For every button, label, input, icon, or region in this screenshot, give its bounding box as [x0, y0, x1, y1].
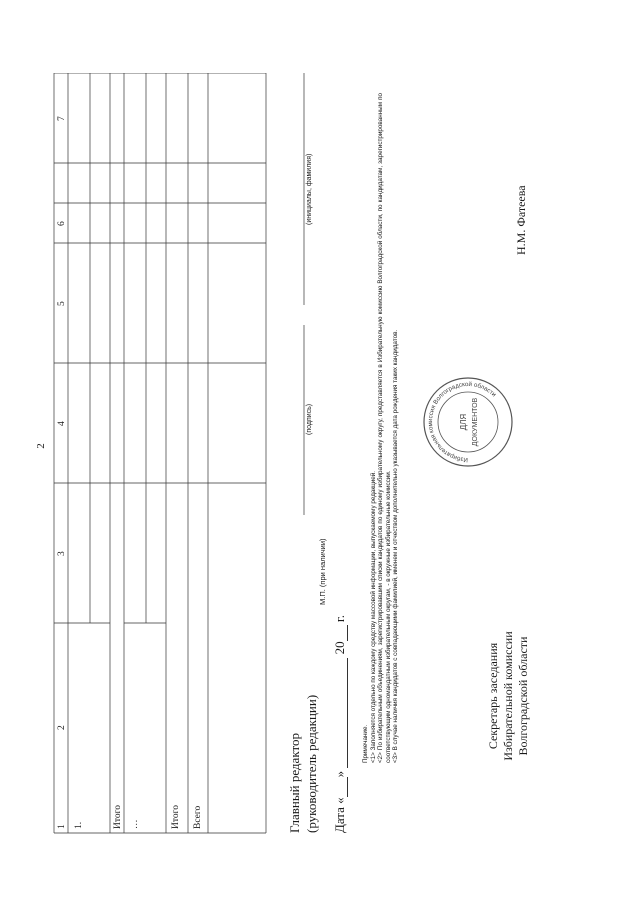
stamp-ring-text-path: Избирательная комиссия Волгоградской области [426, 380, 498, 464]
column-header-7: 7 [57, 116, 67, 121]
date-month-blank [335, 658, 348, 768]
seal-place-caption: М.П. (при наличии) [318, 538, 327, 605]
row-label-subtotal: Итого [113, 804, 123, 829]
column-header-6: 6 [57, 221, 67, 226]
date-field [332, 615, 348, 833]
round-stamp [422, 376, 514, 468]
date-year-suffix: г. [332, 614, 347, 623]
stamp-outer-ring [424, 378, 512, 466]
date-open-quote: « [332, 797, 347, 804]
chief-editor-title: Главный редактор [287, 733, 302, 833]
date-year-blank [335, 625, 348, 641]
stamp-inner-ring [438, 392, 498, 452]
date-close-quote: » [332, 770, 347, 778]
chief-editor-subtitle: (руководитель редакции) [304, 694, 319, 833]
name-caption: (инициалы, фамилия) [306, 153, 313, 225]
signature-lines [38, 73, 338, 853]
secretary-organization: Избирательной комиссии [501, 631, 515, 761]
row-label-first: 1. [74, 821, 84, 829]
column-header-4: 4 [57, 421, 67, 426]
row-label-subtotal-2: Итого [171, 804, 181, 829]
date-year-prefix: 20 [332, 641, 347, 655]
footnote-1: <1> Заполняется отдельно по каждому средству массовой информации, выпускаемому редакцией. [369, 470, 377, 763]
column-header-2: 2 [57, 725, 67, 730]
row-label-ellipsis: … [130, 819, 140, 829]
footnote-3: <3> В случае наличия кандидатов с совпадающими фамилией, именем и отчеством дополнительно указывается дата рождения таких кандидатов. [392, 329, 400, 763]
secretary-block [486, 611, 531, 781]
date-label: Дата [332, 807, 347, 833]
footnotes-title: Примечание. [362, 724, 369, 763]
signature-caption: (подпись) [306, 403, 313, 435]
rotated-form-sheet [38, 73, 558, 853]
stamp-center-line1: ДЛЯ [459, 413, 468, 431]
page-number: 2 [35, 443, 47, 449]
secretary-region: Волгоградской области [516, 636, 530, 756]
column-header-1: 1 [57, 824, 67, 829]
footnote-2: <2> По избирательным объединениям, зарегистрировавшим списки кандидатов по единому избирательному округу, представляется в Избирательную комиссию Волгоградской области, по кандидатам, зарегистрированным по соответствующим одномандатным избирательным округам, - в окружные избирательные комиссии. [377, 93, 392, 763]
footnotes [362, 93, 400, 763]
date-day-blank [335, 777, 348, 797]
stamp-center-line2: ДОКУМЕНТОВ [472, 397, 479, 447]
column-header-5: 5 [57, 301, 67, 306]
column-header-3: 3 [57, 551, 67, 556]
secretary-name: Н.М. Фатеева [514, 185, 528, 255]
secretary-title: Секретарь заседания [486, 642, 500, 750]
row-label-total: Всего [193, 805, 203, 829]
